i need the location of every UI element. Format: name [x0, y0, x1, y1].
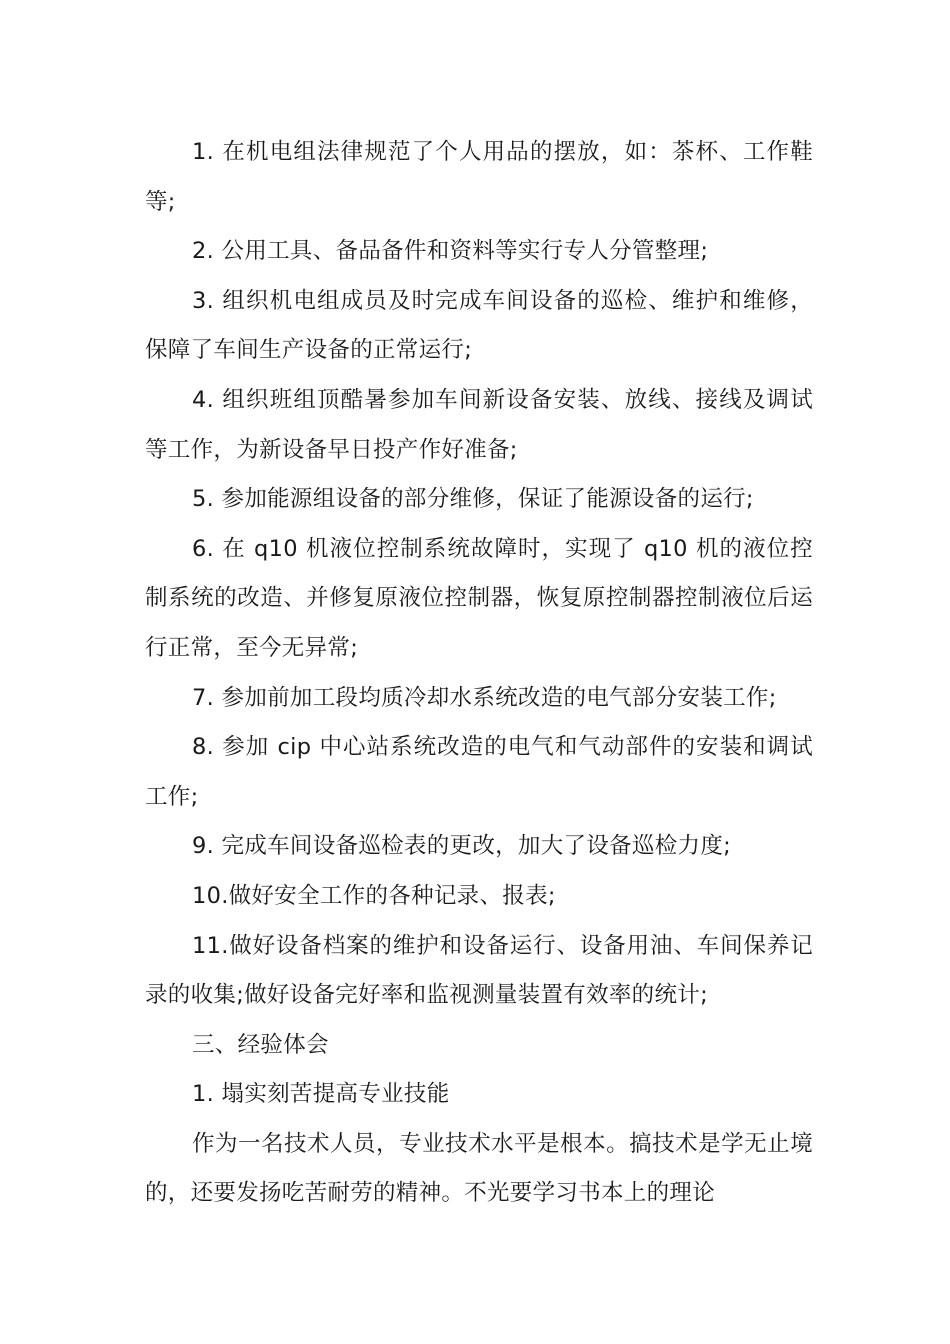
section-heading: 三、经验体会 [192, 1031, 329, 1058]
list-item-6: 6. 在 q10 机液位控制系统故障时，实现了 q10 机的液位控制系统的改造、并修复原液位控制器，恢复原控制器控制液位后运行正常，至今无异常; [145, 535, 813, 661]
list-item-11: 11.做好设备档案的维护和设备运行、设备用油、车间保养记录的收集;做好设备完好率和监视测量装置有效率的统计; [145, 932, 813, 1009]
list-item-9: 9. 完成车间设备巡检表的更改，加大了设备巡检力度; [192, 833, 732, 860]
body-paragraph: 作为一名技术人员，专业技术水平是根本。搞技术是学无止境的，还要发扬吃苦耐劳的精神。不光要学习书本上的理论 [145, 1130, 813, 1207]
subsection-heading: 1. 塌实刻苦提高专业技能 [192, 1081, 450, 1108]
list-item-7: 7. 参加前加工段均质冷却水系统改造的电气部分安装工作; [192, 684, 777, 711]
document-body [145, 128, 813, 1219]
list-item-1: 1. 在机电组法律规范了个人用品的摆放，如：茶杯、工作鞋等; [145, 139, 813, 215]
list-item-2: 2. 公用工具、备品备件和资料等实行专人分管整理; [192, 238, 709, 265]
list-item-3: 3. 组织机电组成员及时完成车间设备的巡检、维护和维修，保障了车间生产设备的正常运行; [145, 287, 813, 364]
list-item-4: 4. 组织班组顶酷暑参加车间新设备安装、放线、接线及调试等工作，为新设备早日投产作好准备; [145, 386, 813, 463]
list-item-10: 10.做好安全工作的各种记录、报表; [192, 882, 556, 909]
list-item-8: 8. 参加 cip 中心站系统改造的电气和气动部件的安装和调试工作; [145, 734, 813, 810]
list-item-5: 5. 参加能源组设备的部分维修，保证了能源设备的运行; [192, 486, 754, 513]
